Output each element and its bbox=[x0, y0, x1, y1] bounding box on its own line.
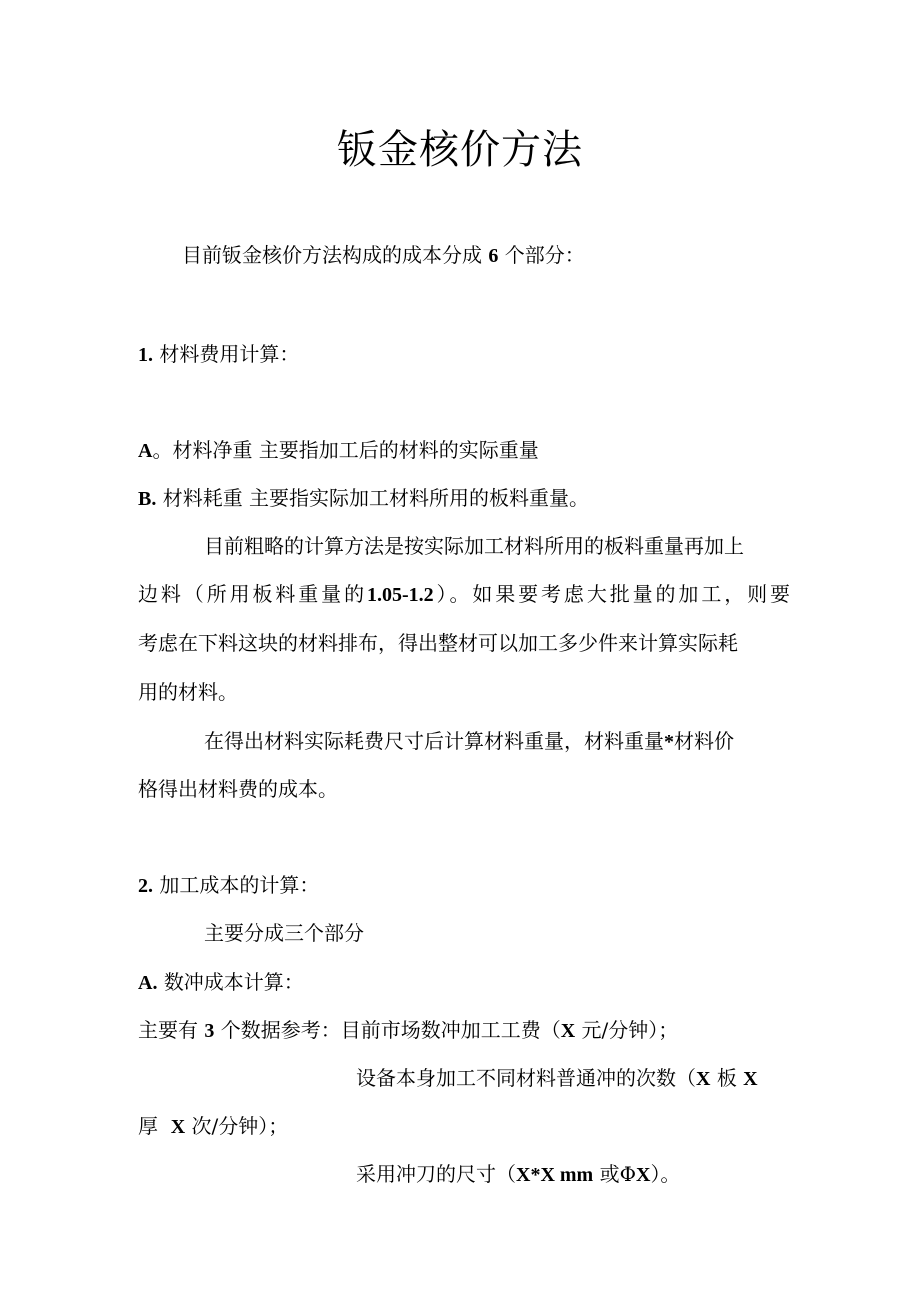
section2-item-a-label: A. bbox=[138, 972, 158, 994]
item-a-label: A bbox=[138, 440, 153, 462]
item-b-text: 材料耗重 主要指实际加工材料所用的板料重量。 bbox=[162, 486, 590, 510]
section2-number: 2. bbox=[138, 875, 153, 897]
section2-item-a bbox=[138, 967, 304, 998]
section1-number: 1. bbox=[138, 344, 153, 366]
ref3-line bbox=[356, 1159, 680, 1190]
section2-item-a-text: 数冲成本计算： bbox=[163, 970, 304, 994]
intro-count: 6 bbox=[488, 245, 499, 267]
intro-before: 目前钣金核价方法构成的成本分成 bbox=[182, 243, 482, 267]
ref2-line1 bbox=[356, 1063, 758, 1094]
para1-line4: 用的材料。 bbox=[138, 680, 238, 704]
document-title: 钣金核价方法 bbox=[337, 127, 583, 173]
ref3-before: 采用冲刀的尺寸（ bbox=[356, 1162, 516, 1186]
ref-after: 元/分钟）； bbox=[581, 1018, 679, 1042]
ref2-x2: X bbox=[743, 1068, 758, 1090]
para2-star: * bbox=[664, 731, 674, 753]
ref2-line2-after: 次/分钟）； bbox=[191, 1114, 289, 1138]
para2-line2: 格得出材料费的成本。 bbox=[138, 777, 338, 801]
section1-item-a bbox=[138, 435, 539, 466]
ref2-mid: 板 bbox=[716, 1066, 737, 1090]
section1-item-b bbox=[138, 483, 589, 514]
para1-line1: 目前粗略的计算方法是按实际加工材料所用的板料重量再加上 bbox=[204, 534, 744, 558]
ref3-mid: 或Φ bbox=[599, 1162, 636, 1186]
ref-before: 主要有 bbox=[138, 1018, 198, 1042]
ref-x: X bbox=[560, 1020, 576, 1042]
section2-sub: 主要分成三个部分 bbox=[204, 921, 364, 945]
ref-mid: 个数据参考：目前市场数冲加工工费（ bbox=[220, 1018, 561, 1042]
ref3-after: ）。 bbox=[650, 1162, 681, 1186]
section1-heading bbox=[138, 339, 299, 370]
ref-count: 3 bbox=[204, 1020, 215, 1042]
ref2-x3: X bbox=[170, 1116, 186, 1138]
para1-line2-before: 边料（所用板料重量的 bbox=[138, 582, 367, 606]
section2-title: 加工成本的计算： bbox=[159, 873, 320, 897]
item-b-label: B. bbox=[138, 488, 157, 510]
para1-line2 bbox=[138, 579, 790, 610]
item-a-text: 。材料净重 主要指加工后的材料的实际重量 bbox=[152, 438, 539, 462]
intro-after: 个部分： bbox=[504, 243, 585, 267]
ref2-before: 设备本身加工不同材料普通冲的次数（ bbox=[356, 1066, 696, 1090]
ref2-line2-before: 厚 bbox=[138, 1114, 158, 1138]
para1-line3: 考虑在下料这块的材料排布，得出整材可以加工多少件来计算实际耗 bbox=[138, 631, 738, 655]
ref3-dims: X*X mm bbox=[516, 1164, 594, 1186]
intro-line bbox=[182, 240, 585, 271]
para1-line2-after: ）。如果要考虑大批量的加工，则要 bbox=[433, 582, 791, 606]
ref2-x1: X bbox=[696, 1068, 711, 1090]
section1-title: 材料费用计算： bbox=[159, 342, 300, 366]
section2-heading bbox=[138, 870, 319, 901]
para2-line1-before: 在得出材料实际耗费尺寸后计算材料重量，材料重量 bbox=[204, 729, 664, 753]
ref-line bbox=[138, 1015, 678, 1046]
para2-line1 bbox=[204, 726, 734, 757]
ref3-x: X bbox=[635, 1164, 651, 1186]
para2-line1-after: 材料价 bbox=[674, 729, 734, 753]
para1-range: 1.05-1.2 bbox=[366, 584, 434, 606]
ref2-line2 bbox=[138, 1111, 288, 1142]
